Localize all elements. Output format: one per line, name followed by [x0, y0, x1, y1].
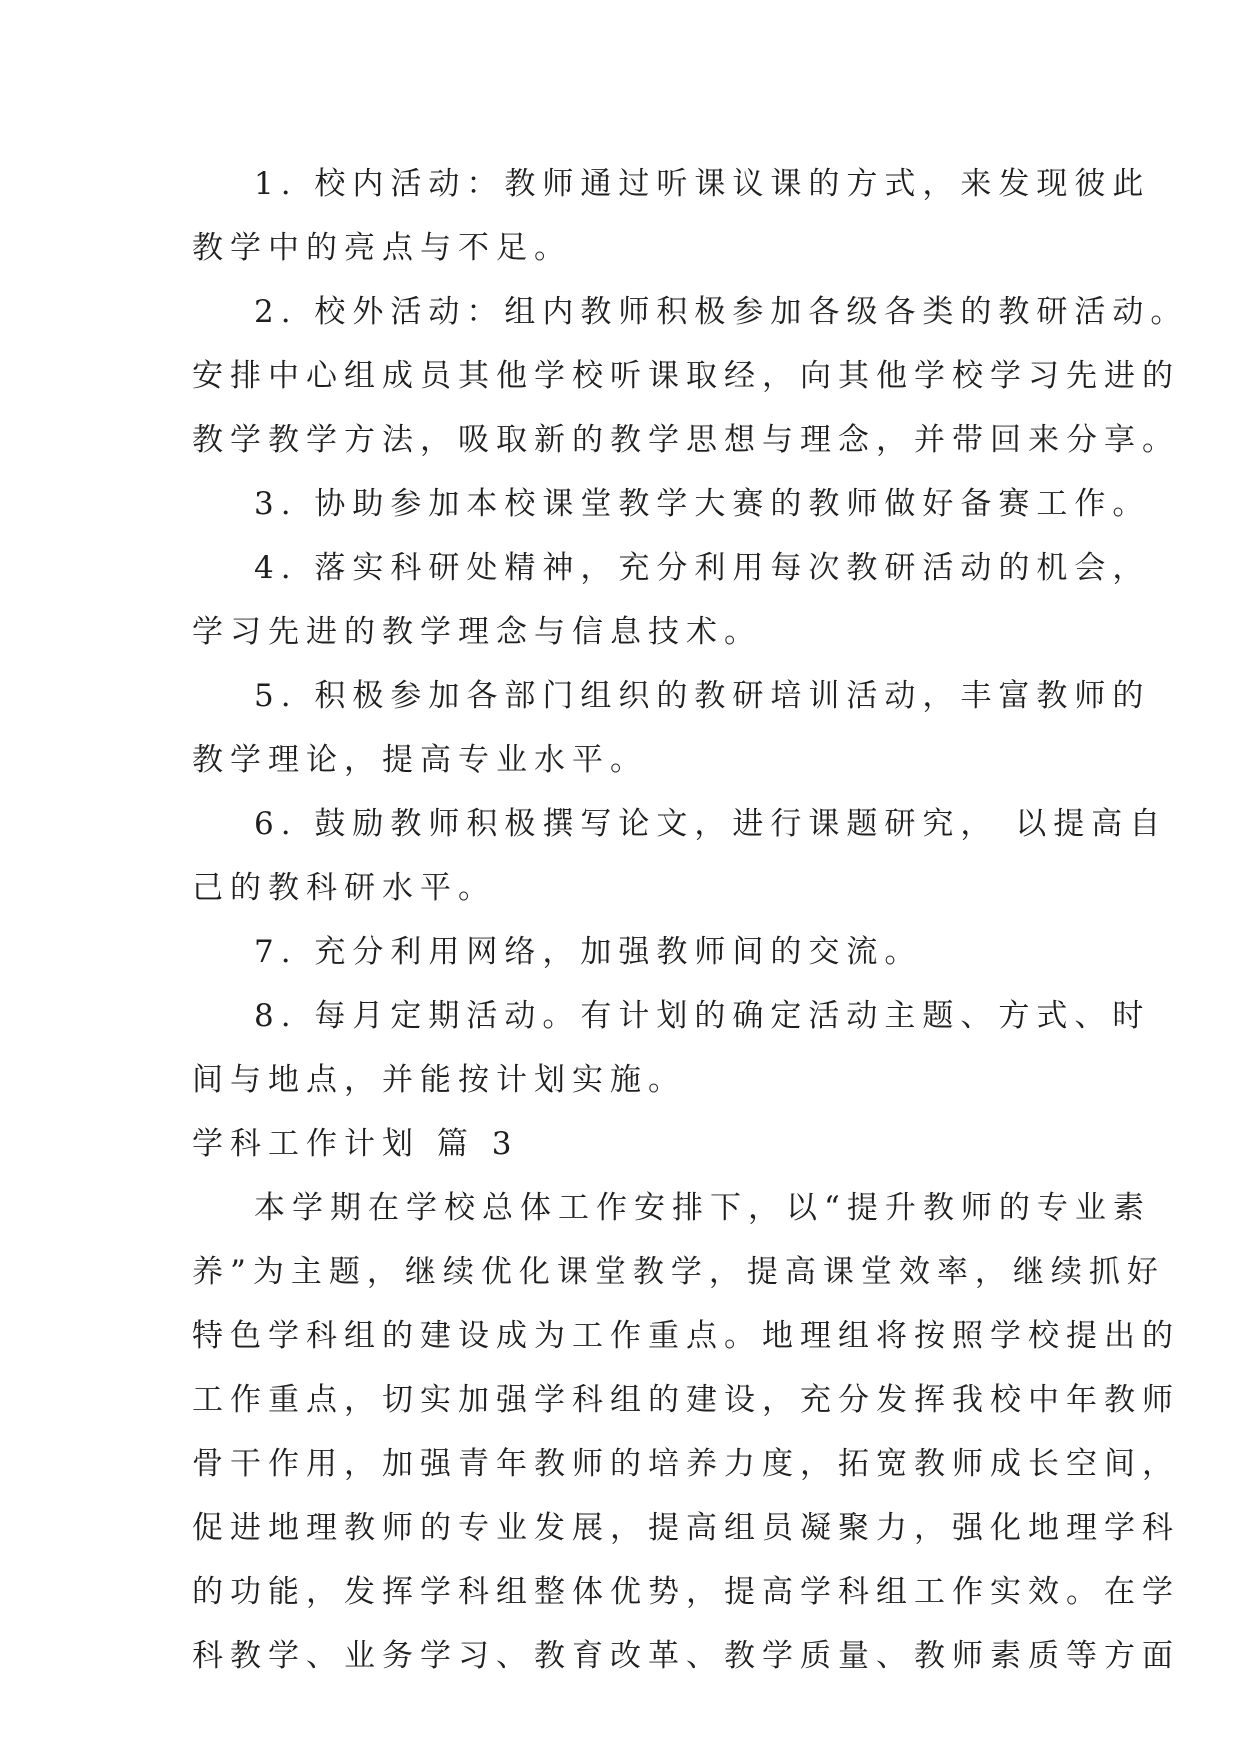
paragraph-line-1: 本学期在学校总体工作安排下，以“提升教师的专业素 — [254, 1190, 1151, 1226]
list-item-3-line-1: 3. 协助参加本校课堂教学大赛的教师做好备赛工作。 — [254, 486, 1151, 522]
list-item-2-line-2: 安排中心组成员其他学校听课取经，向其他学校学习先进的 — [192, 358, 1180, 394]
paragraph-line-7: 的功能，发挥学科组整体优势，提高学科组工作实效。在学 — [192, 1574, 1180, 1610]
list-item-4-line-1: 4. 落实科研处精神，充分利用每次教研活动的机会， — [254, 550, 1151, 586]
list-item-7-line-1: 7. 充分利用网络，加强教师间的交流。 — [254, 934, 923, 970]
paragraph-line-6: 促进地理教师的专业发展，提高组员凝聚力，强化地理学科 — [192, 1510, 1180, 1546]
list-item-8-line-1: 8. 每月定期活动。有计划的确定活动主题、方式、时 — [254, 998, 1151, 1034]
section-heading: 学科工作计划 篇 3 — [192, 1126, 519, 1162]
paragraph-line-2: 养”为主题，继续优化课堂教学，提高课堂效率，继续抓好 — [192, 1254, 1165, 1290]
list-item-4-line-2: 学习先进的教学理念与信息技术。 — [192, 614, 762, 650]
paragraph-line-5: 骨干作用，加强青年教师的培养力度，拓宽教师成长空间， — [192, 1446, 1180, 1482]
list-item-2-line-1: 2. 校外活动：组内教师积极参加各级各类的教研活动。 — [254, 294, 1189, 330]
list-item-5-line-2: 教学理论，提高专业水平。 — [192, 742, 648, 778]
paragraph-line-4: 工作重点，切实加强学科组的建设，充分发挥我校中年教师 — [192, 1382, 1180, 1418]
list-item-1-line-2: 教学中的亮点与不足。 — [192, 230, 572, 266]
document-body — [192, 158, 1189, 1694]
list-item-8-line-2: 间与地点，并能按计划实施。 — [192, 1062, 686, 1098]
list-item-2-line-3: 教学教学方法，吸取新的教学思想与理念，并带回来分享。 — [192, 422, 1180, 458]
paragraph-line-8: 科教学、业务学习、教育改革、教学质量、教师素质等方面 — [192, 1638, 1180, 1674]
list-item-1-line-1: 1. 校内活动：教师通过听课议课的方式，来发现彼此 — [254, 166, 1151, 202]
list-item-6-line-1: 6. 鼓励教师积极撰写论文，进行课题研究， 以提高自 — [254, 806, 1168, 842]
paragraph-line-3: 特色学科组的建设成为工作重点。地理组将按照学校提出的 — [192, 1318, 1180, 1354]
list-item-6-line-2: 己的教科研水平。 — [192, 870, 496, 906]
list-item-5-line-1: 5. 积极参加各部门组织的教研培训活动，丰富教师的 — [254, 678, 1151, 714]
